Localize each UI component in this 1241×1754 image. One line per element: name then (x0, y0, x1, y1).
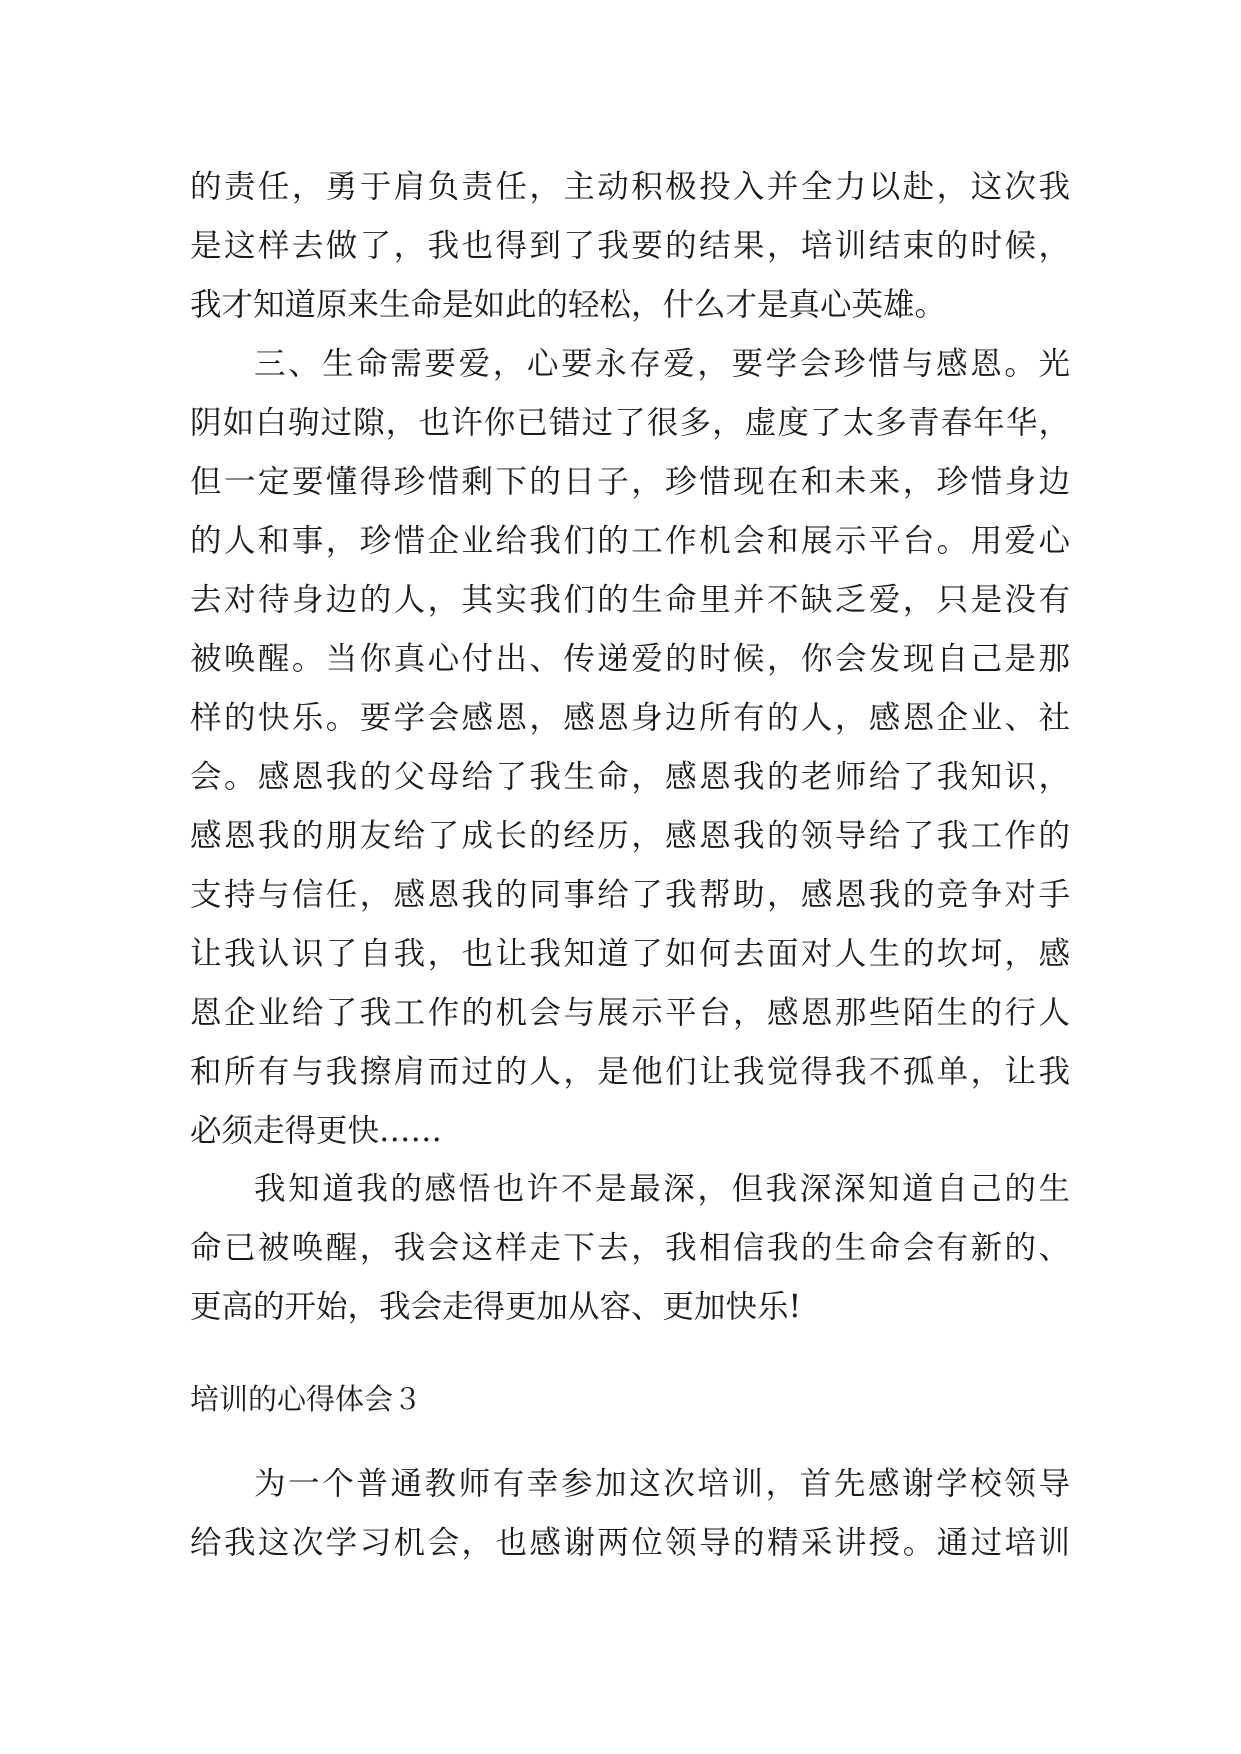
paragraph-2-line: 三、生命需要爱，心要永存爱，要学会珍惜与感恩。光 (254, 346, 1070, 382)
section-heading: 培训的心得体会３ (190, 1382, 423, 1416)
paragraph-2-line: 支持与信任，感恩我的同事给了我帮助，感恩我的竞争对手 (190, 877, 1070, 913)
paragraph-1-line: 是这样去做了，我也得到了我要的结果，培训结束的时候， (190, 228, 1070, 264)
paragraph-2 (190, 335, 1070, 1161)
paragraph-3-line: 更高的开始，我会走得更加从容、更加快乐! (190, 1289, 802, 1325)
paragraph-2-line: 恩企业给了我工作的机会与展示平台，感恩那些陌生的行人 (190, 995, 1070, 1031)
paragraph-3-line: 我知道我的感悟也许不是最深，但我深深知道自己的生 (254, 1171, 1070, 1207)
paragraph-2-line: 的人和事，珍惜企业给我们的工作机会和展示平台。用爱心 (190, 523, 1070, 559)
paragraph-2-line: 样的快乐。要学会感恩，感恩身边所有的人，感恩企业、社 (190, 700, 1070, 736)
section-paragraph-line: 为一个普通教师有幸参加这次培训，首先感谢学校领导 (254, 1466, 1070, 1502)
paragraph-2-line: 去对待身边的人，其实我们的生命里并不缺乏爱，只是没有 (190, 582, 1070, 618)
paragraph-2-line: 感恩我的朋友给了成长的经历，感恩我的领导给了我工作的 (190, 818, 1070, 854)
section-paragraph (190, 1455, 1070, 1573)
paragraph-3 (190, 1160, 1070, 1337)
paragraph-2-line: 必须走得更快…… (190, 1113, 443, 1149)
paragraph-2-line: 但一定要懂得珍惜剩下的日子，珍惜现在和未来，珍惜身边 (190, 464, 1070, 500)
paragraph-1 (190, 158, 1070, 335)
paragraph-1-line: 的责任，勇于肩负责任，主动积极投入并全力以赴，这次我 (190, 169, 1070, 205)
paragraph-2-line: 被唤醒。当你真心付出、传递爱的时候，你会发现自己是那 (190, 641, 1070, 677)
paragraph-2-line: 和所有与我擦肩而过的人，是他们让我觉得我不孤单，让我 (190, 1054, 1070, 1090)
paragraph-2-line: 让我认识了自我，也让我知道了如何去面对人生的坎坷，感 (190, 936, 1070, 972)
section-paragraph-line: 给我这次学习机会，也感谢两位领导的精采讲授。通过培训 (190, 1525, 1070, 1561)
paragraph-2-line: 会。感恩我的父母给了我生命，感恩我的老师给了我知识， (190, 759, 1070, 795)
paragraph-3-line: 命已被唤醒，我会这样走下去，我相信我的生命会有新的、 (190, 1230, 1070, 1266)
paragraph-2-line: 阴如白驹过隙，也许你已错过了很多，虚度了太多青春年华， (190, 405, 1070, 441)
paragraph-1-line: 我才知道原来生命是如此的轻松，什么才是真心英雄。 (190, 287, 947, 323)
